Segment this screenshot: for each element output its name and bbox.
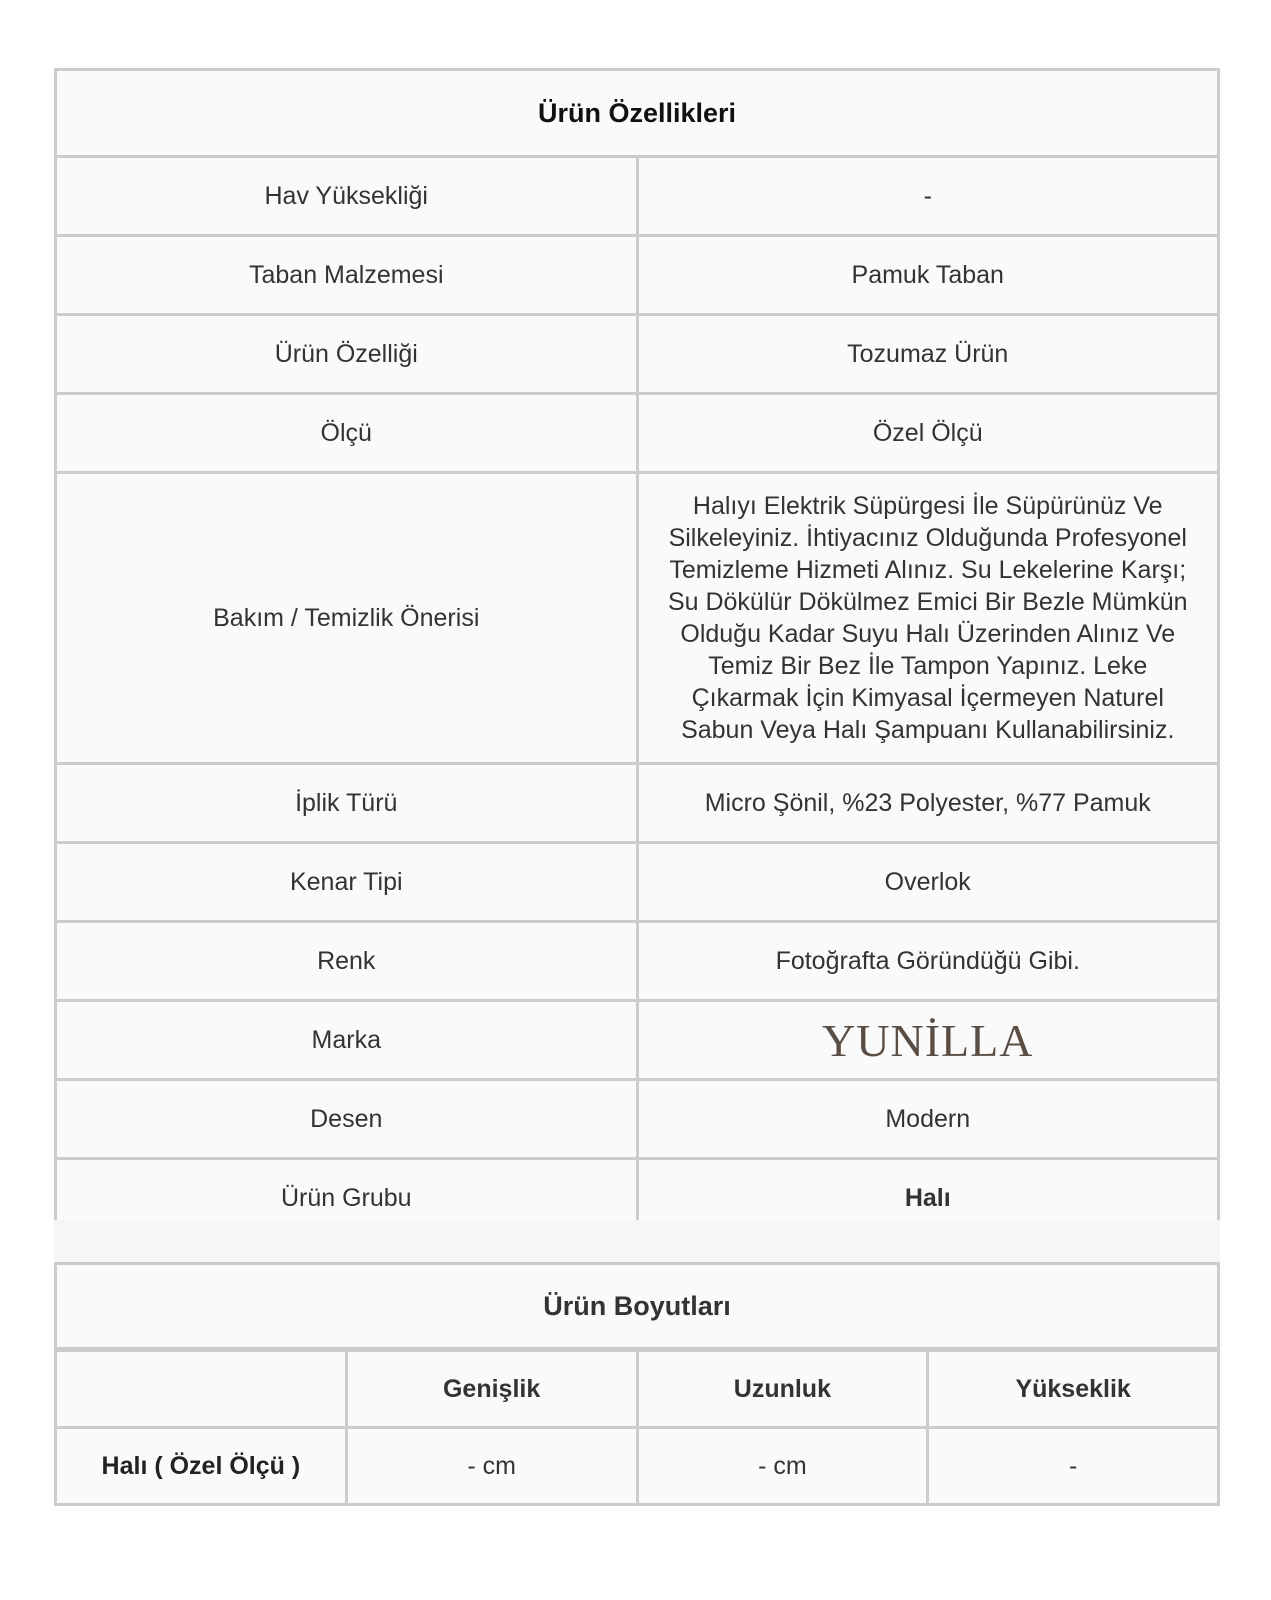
spec-label: Ölçü (56, 394, 638, 473)
care-line: Sabun Veya Halı Şampuanı Kullanabilirsiniz. (681, 716, 1175, 744)
spec-label: Ürün Özelliği (56, 315, 638, 394)
spec-value: Özel Ölçü (637, 394, 1219, 473)
spec-label: Renk (56, 922, 638, 1001)
spec-value: - (637, 157, 1219, 236)
care-line: Çıkarmak İçin Kimyasal İçermeyen Naturel (691, 684, 1164, 712)
dimensions-header-length: Uzunluk (637, 1350, 928, 1428)
spec-value: Pamuk Taban (637, 236, 1219, 315)
spec-row-yarn-type (56, 764, 1219, 843)
spec-value: Micro Şönil, %23 Polyester, %77 Pamuk (637, 764, 1219, 843)
dimensions-width-value: - cm (346, 1428, 637, 1505)
spec-row-brand (56, 1001, 1219, 1080)
spec-label: İplik Türü (56, 764, 638, 843)
spec-value: Halı (637, 1159, 1219, 1238)
care-line: Olduğu Kadar Suyu Halı Üzerinden Alınız Ve (680, 620, 1176, 648)
spec-value: Fotoğrafta Göründüğü Gibi. (637, 922, 1219, 1001)
dimensions-header-row (56, 1350, 1219, 1428)
specs-title: Ürün Özellikleri (56, 70, 1219, 157)
dimensions-length-value: - cm (637, 1428, 928, 1505)
spec-value: Tozumaz Ürün (637, 315, 1219, 394)
brand-logo-text: YUNİLLA (822, 1014, 1034, 1066)
spec-label: Hav Yüksekliği (56, 157, 638, 236)
dimensions-header-height: Yükseklik (928, 1350, 1219, 1428)
brand-logo (822, 1014, 1033, 1067)
dimensions-title: Ürün Boyutları (56, 1264, 1219, 1350)
care-line: Su Dökülür Dökülmez Emici Bir Bezle Mümkün (667, 588, 1188, 616)
spec-row-feature (56, 315, 1219, 394)
care-line: Temizleme Hizmeti Alınız. Su Lekelerine Karşı; (669, 556, 1187, 584)
spec-row-color (56, 922, 1219, 1001)
spec-label: Bakım / Temizlik Önerisi (56, 473, 638, 764)
dimensions-value-row (56, 1428, 1219, 1505)
spec-label: Marka (56, 1001, 638, 1080)
care-line: Halıyı Elektrik Süpürgesi İle Süpürünüz Ve (692, 492, 1163, 520)
dimensions-header-width: Genişlik (346, 1350, 637, 1428)
care-line: Temiz Bir Bez İle Tampon Yapınız. Leke (708, 652, 1148, 680)
dimensions-height-value: - (928, 1428, 1219, 1505)
spec-label: Desen (56, 1080, 638, 1159)
spec-label: Kenar Tipi (56, 843, 638, 922)
spec-row-base-material (56, 236, 1219, 315)
spec-row-pile-height (56, 157, 1219, 236)
spec-row-edge-type (56, 843, 1219, 922)
care-instructions (637, 473, 1219, 764)
spec-label: Taban Malzemesi (56, 236, 638, 315)
spec-value (637, 1001, 1219, 1080)
dimensions-header-empty (56, 1350, 347, 1428)
product-dimensions-table (54, 1262, 1220, 1506)
section-gap (54, 1220, 1220, 1262)
spec-row-size (56, 394, 1219, 473)
dimensions-row-label: Halı ( Özel Ölçü ) (56, 1428, 347, 1505)
spec-value: Modern (637, 1080, 1219, 1159)
spec-row-pattern (56, 1080, 1219, 1159)
spec-label: Ürün Grubu (56, 1159, 638, 1238)
spec-value: Overlok (637, 843, 1219, 922)
product-specs-table (54, 68, 1220, 1239)
spec-row-care (56, 473, 1219, 764)
care-line: Silkeleyiniz. İhtiyacınız Olduğunda Profesyonel (668, 524, 1187, 552)
